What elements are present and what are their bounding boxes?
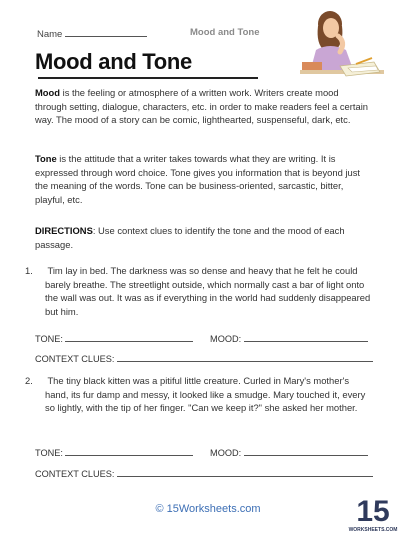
question-1-clues-label: CONTEXT CLUES: [35, 354, 115, 364]
tone-text: is the attitude that a writer takes towards what they are writing. It is expressed through word choice. Tone gives you information that is beyond just the meaning of the words. Tone can be business-oriented, sarcastic, bitter, playful, etc. [35, 153, 361, 205]
mood-text: is the feeling or atmosphere of a written work. Writers create mood through setting, dialogue, characters, etc. in order to make readers feel a certain way. The mood of a story can be comic, lighthearted, suspenseful, dark, etc. [35, 87, 368, 125]
question-2-clues-label: CONTEXT CLUES: [35, 469, 115, 479]
question-1-text: Tim lay in bed. The darkness was so dense and heavy that he felt he could barely breathe. The streetlight outside, which normally cast a bar of light onto the wall was out. It was as if everything in the world had suddenly disappeared but him. [45, 265, 371, 317]
footer-copyright-link[interactable]: © 15Worksheets.com [155, 503, 261, 515]
directions-label: DIRECTIONS [35, 225, 93, 236]
question-2-number: 2. [25, 375, 33, 386]
header-subject: Mood and Tone [190, 27, 260, 38]
question-1-clues-row [35, 352, 373, 364]
question-2-text: The tiny black kitten was a pitiful little creature. Curled in Mary's mother's hand, its fur damp and messy, it looked like a smudge. Mary touched it, every so lightly, with the tip of her finger. "Can we keep it?" she asked her mother. [45, 375, 366, 413]
question-2-tone-label: TONE: [35, 448, 63, 458]
student-reading-illustration [296, 6, 386, 86]
15worksheets-logo [348, 491, 398, 535]
page-title: Mood and Tone [35, 49, 192, 74]
name-line[interactable] [65, 27, 147, 37]
question-1-mood-line[interactable] [244, 332, 368, 342]
mood-definition [35, 86, 371, 127]
question-1 [25, 264, 371, 318]
question-1-tone-label: TONE: [35, 334, 63, 344]
question-1-tone-mood-row [35, 332, 368, 344]
question-1-number: 1. [25, 265, 33, 276]
mood-term: Mood [35, 87, 60, 98]
question-2 [25, 374, 371, 415]
header-row [37, 27, 147, 40]
question-2-tone-line[interactable] [65, 446, 193, 456]
directions [35, 224, 371, 251]
tone-term: Tone [35, 153, 57, 164]
question-2-mood-label: MOOD: [210, 448, 242, 458]
question-2-mood-line[interactable] [244, 446, 368, 456]
tone-definition [35, 152, 371, 206]
question-2-clues-row [35, 467, 373, 479]
question-1-mood-label: MOOD: [210, 334, 242, 344]
logo-text: WORKSHEETS.COM [348, 527, 398, 533]
question-1-tone-line[interactable] [65, 332, 193, 342]
question-1-clues-line[interactable] [117, 352, 373, 362]
title-underline [38, 77, 258, 79]
directions-text: : Use context clues to identify the tone and the mood of each passage. [35, 225, 345, 250]
name-label: Name [37, 29, 63, 40]
logo-number: 15 [356, 495, 390, 528]
question-2-clues-line[interactable] [117, 467, 373, 477]
question-2-tone-mood-row [35, 446, 368, 458]
